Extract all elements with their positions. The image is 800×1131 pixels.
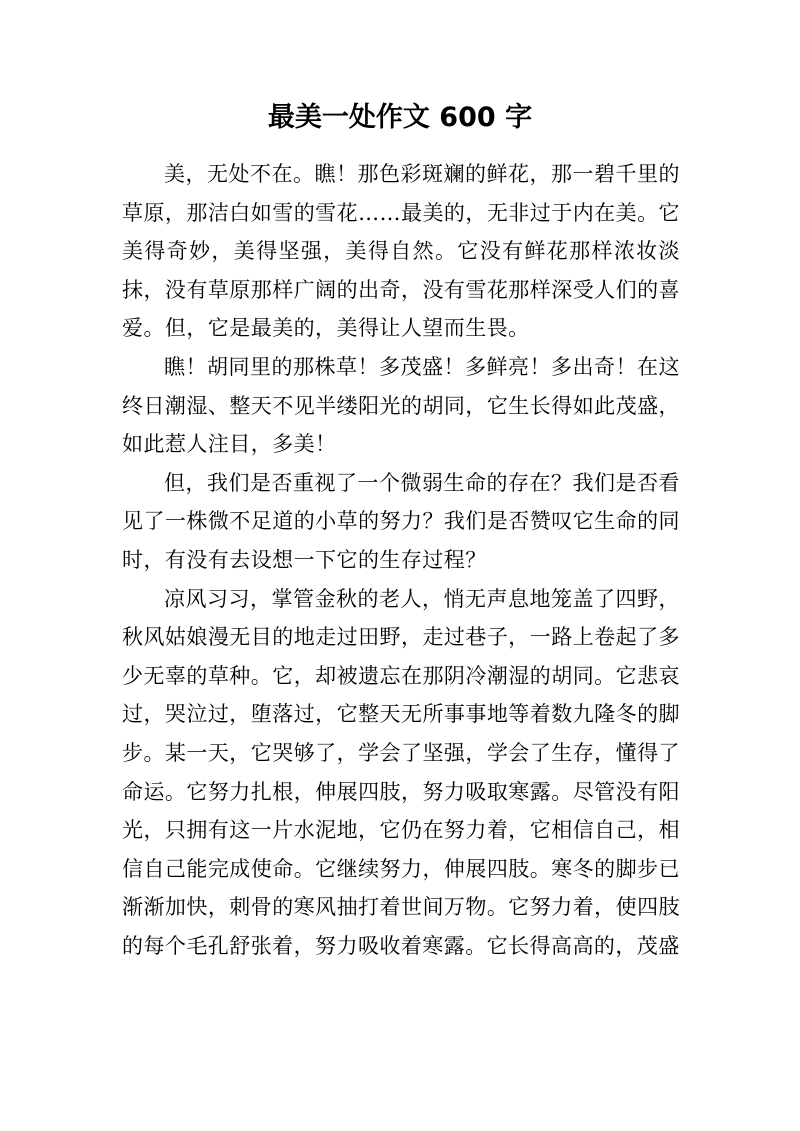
essay-body: [122, 155, 680, 965]
paragraph: 美，无处不在。瞧！那色彩斑斓的鲜花，那一碧千里的草原，那洁白如雪的雪花……最美的，无非过于内在美。它美得奇妙，美得坚强，美得自然。它没有鲜花那样浓妆淡抹，没有草原那样广阔的出奇，没有雪花那样深受人们的喜爱。但，它是最美的，美得让人望而生畏。: [122, 162, 680, 341]
paragraph: 凉风习习，掌管金秋的老人，悄无声息地笼盖了四野，秋风姑娘漫无目的地走过田野，走过巷子，一路上卷起了多少无辜的草种。它，却被遗忘在那阴冷潮湿的胡同。它悲哀过，哭泣过，堕落过，它整天无所事事地等着数九隆冬的脚步。某一天，它哭够了，学会了坚强，学会了生存，懂得了命运。它努力扎根，伸展四肢，努力吸取寒露。尽管没有阳光，只拥有这一片水泥地，它仍在努力着，它相信自己，相信自己能完成使命。它继续努力，伸展四肢。寒冬的脚步已渐渐加快，刺骨的寒风抽打着世间万物。它努力着，使四肢的每个毛孔舒张着，努力吸收着寒露。它长得高高的，茂盛: [122, 586, 680, 958]
paragraph: 瞧！胡同里的那株草！多茂盛！多鲜亮！多出奇！在这终日潮湿、整天不见半缕阳光的胡同，它生长得如此茂盛，如此惹人注目，多美！: [122, 354, 680, 457]
document-title: 最美一处作文 600 字: [267, 102, 533, 133]
paragraph: 但，我们是否重视了一个微弱生命的存在？我们是否看见了一株微不足道的小草的努力？我们是否赞叹它生命的同时，有没有去设想一下它的生存过程？: [122, 470, 680, 572]
